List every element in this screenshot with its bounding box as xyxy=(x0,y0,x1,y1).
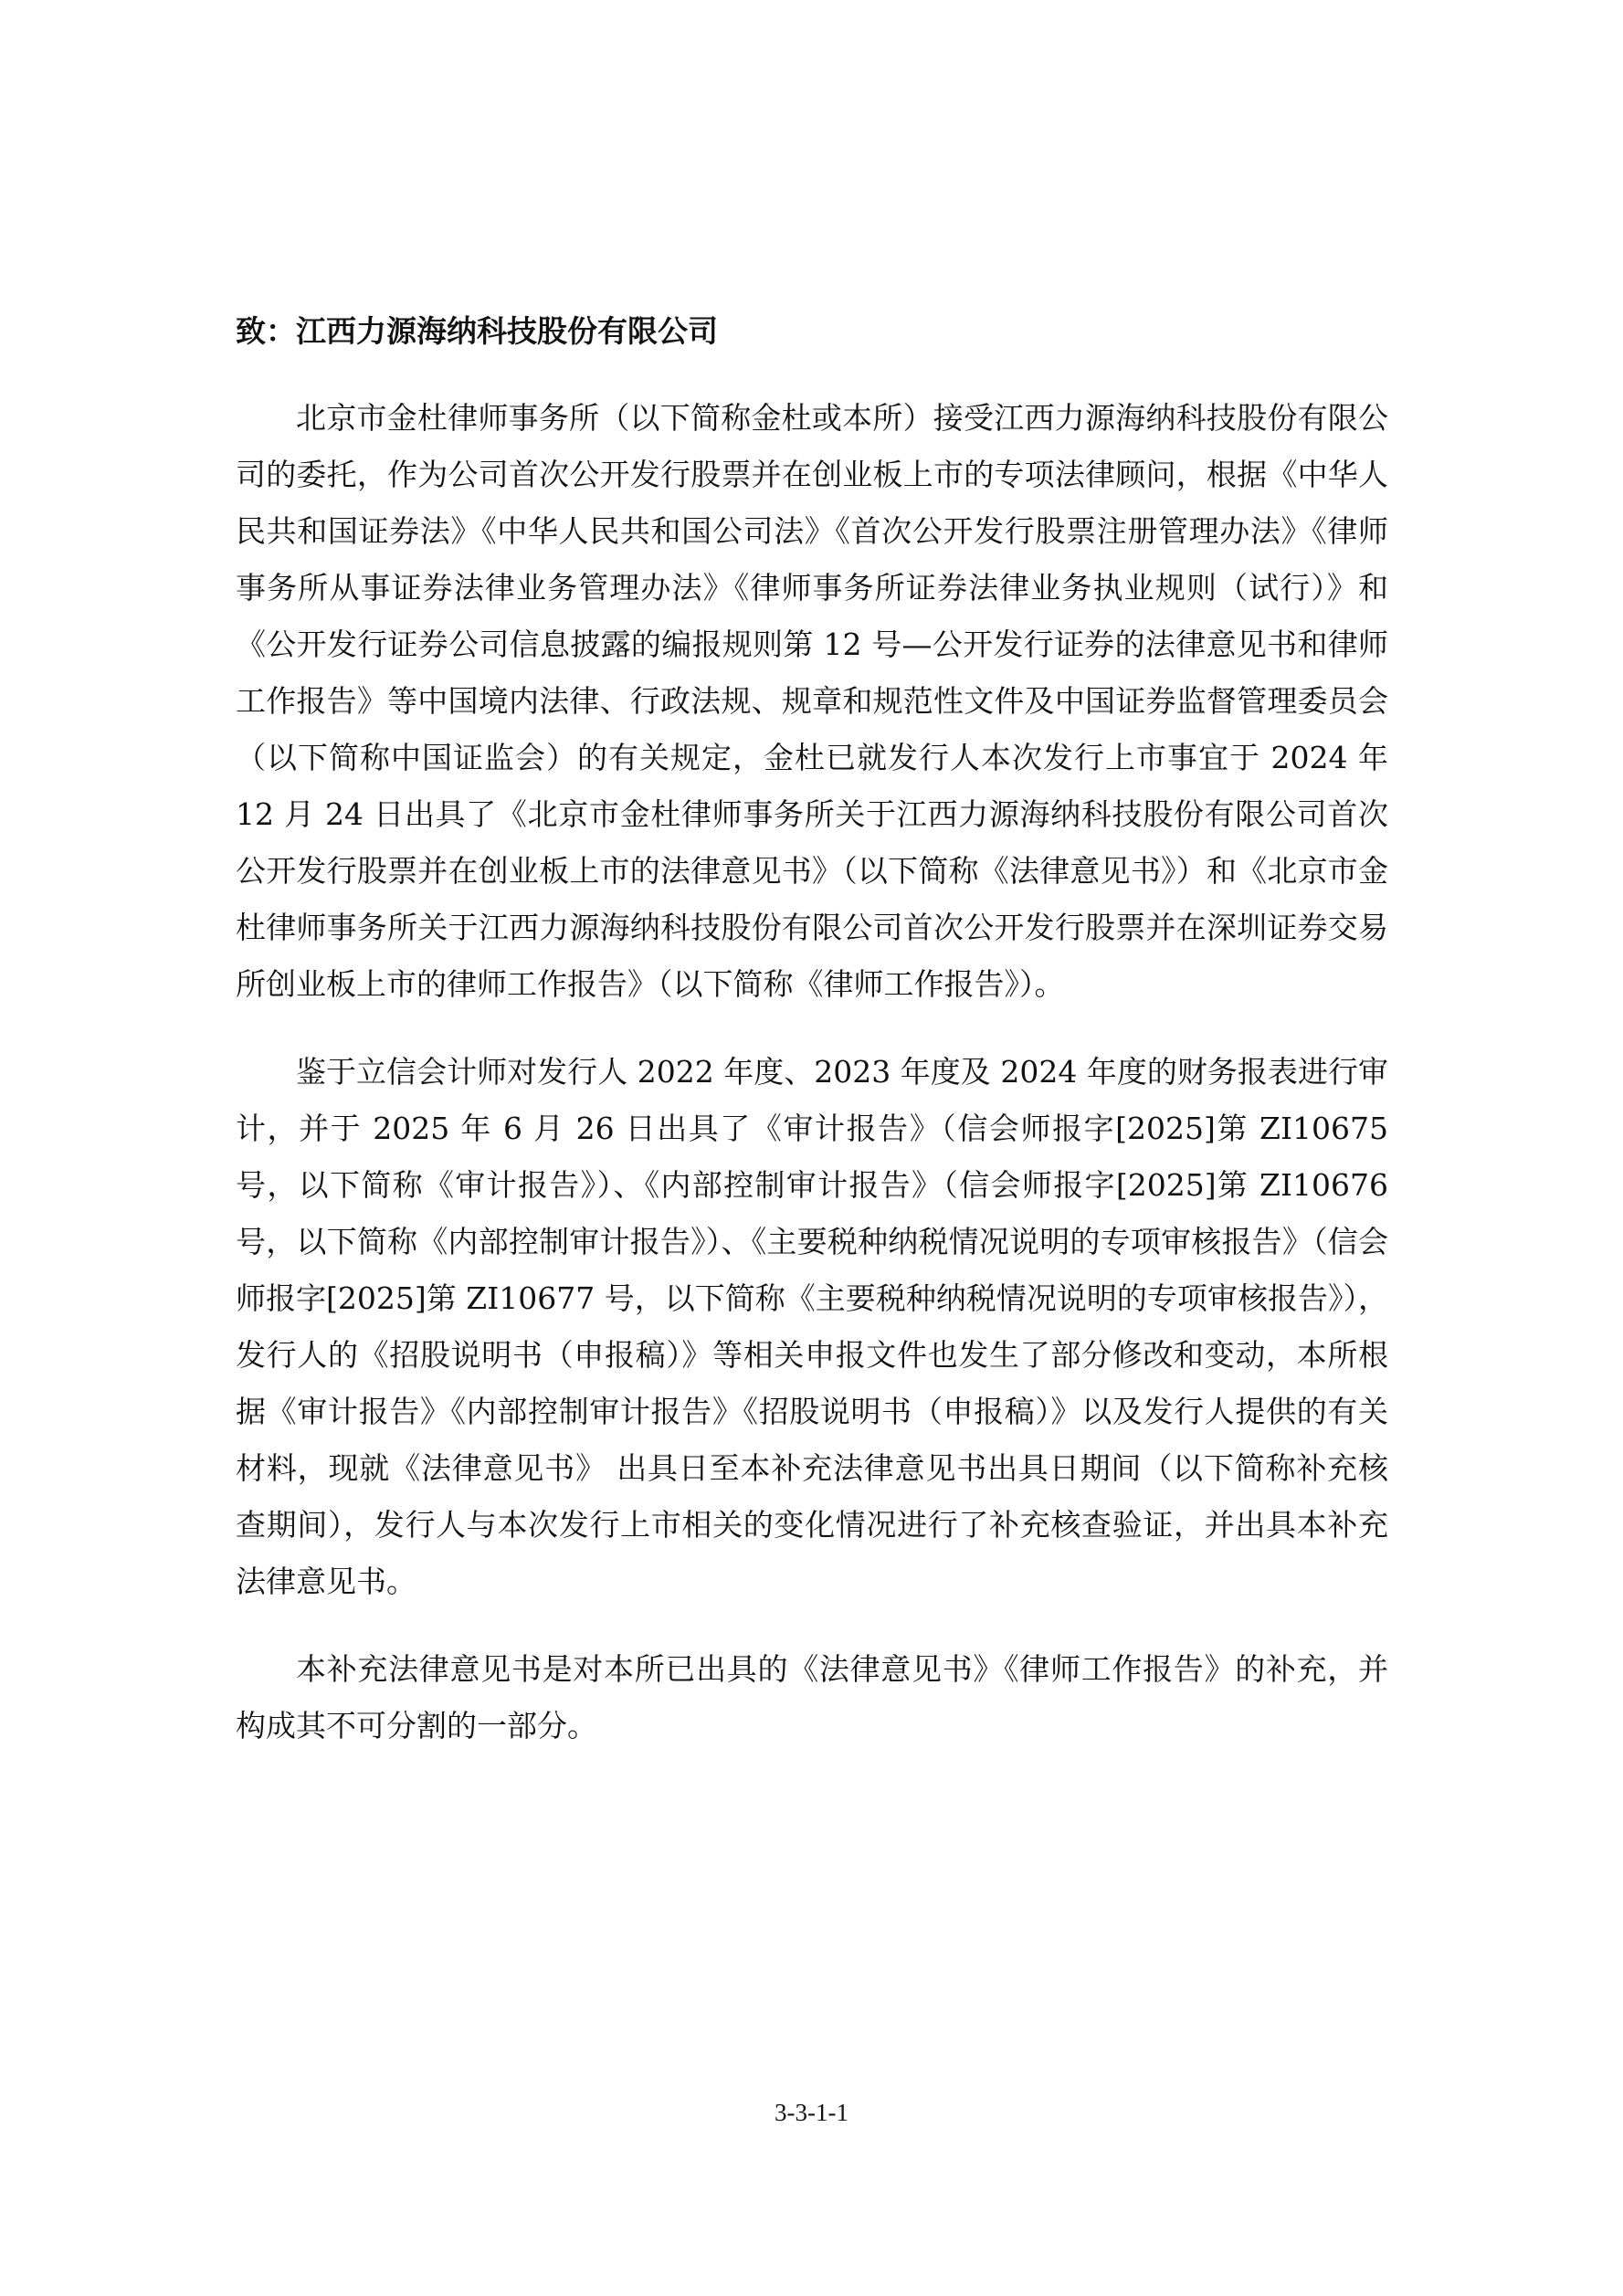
paragraph-engagement: 北京市金杜律师事务所（以下简称金杜或本所）接受江西力源海纳科技股份有限公司的委托，作为公司首次公开发行股票并在创业板上市的专项法律顾问，根据《中华人民共和国证券法》《中华人民共和国公司法》《首次公开发行股票注册管理办法》《律师事务所从事证券法律业务管理办法》《律师事务所证券法律业务执业规则（试行）》和《公开发行证券公司信息披露的编报规则第 12 号—公开发行证券的法律意见书和律师工作报告》等中国境内法律、行政法规、规章和规范性文件及中国证券监督管理委员会（以下简称中国证监会）的有关规定，金杜已就发行人本次发行上市事宜于 2024 年 12 月 24 日出具了《北京市金杜律师事务所关于江西力源海纳科技股份有限公司首次公开发行股票并在创业板上市的法律意见书》（以下简称《法律意见书》）和《北京市金杜律师事务所关于江西力源海纳科技股份有限公司首次公开发行股票并在深圳证券交易所创业板上市的律师工作报告》（以下简称《律师工作报告》）。 xyxy=(236,400,1388,1002)
paragraph-audit-update: 鉴于立信会计师对发行人 2022 年度、2023 年度及 2024 年度的财务报表进行审计，并于 2025 年 6 月 26 日出具了《审计报告》（信会师报字[2025]第 ZI10675 号，以下简称《审计报告》）、《内部控制审计报告》（信会师报字[2025]第 ZI10676 号，以下简称《内部控制审计报告》）、《主要税种纳税情况说明的专项审核报告》（信会师报字[2025]第 ZI10677 号，以下简称《主要税种纳税情况说明的专项审核报告》），发行人的《招股说明书（申报稿）》等相关申报文件也发生了部分修改和变动，本所根据《审计报告》《内部控制审计报告》《招股说明书（申报稿）》以及发行人提供的有关材料，现就《法律意见书》 出具日至本补充法律意见书出具日期间（以下简称补充核查期间），发行人与本次发行上市相关的变化情况进行了补充核查验证，并出具本补充法律意见书。 xyxy=(236,1054,1388,1599)
document-body xyxy=(236,304,1388,1785)
paragraph-supplement-statement: 本补充法律意见书是对本所已出具的《法律意见书》《律师工作报告》的补充，并构成其不可分割的一部分。 xyxy=(236,1651,1388,1743)
addressee-heading: 致：江西力源海纳科技股份有限公司 xyxy=(236,313,718,349)
page-number: 3-3-1-1 xyxy=(775,2099,848,2126)
